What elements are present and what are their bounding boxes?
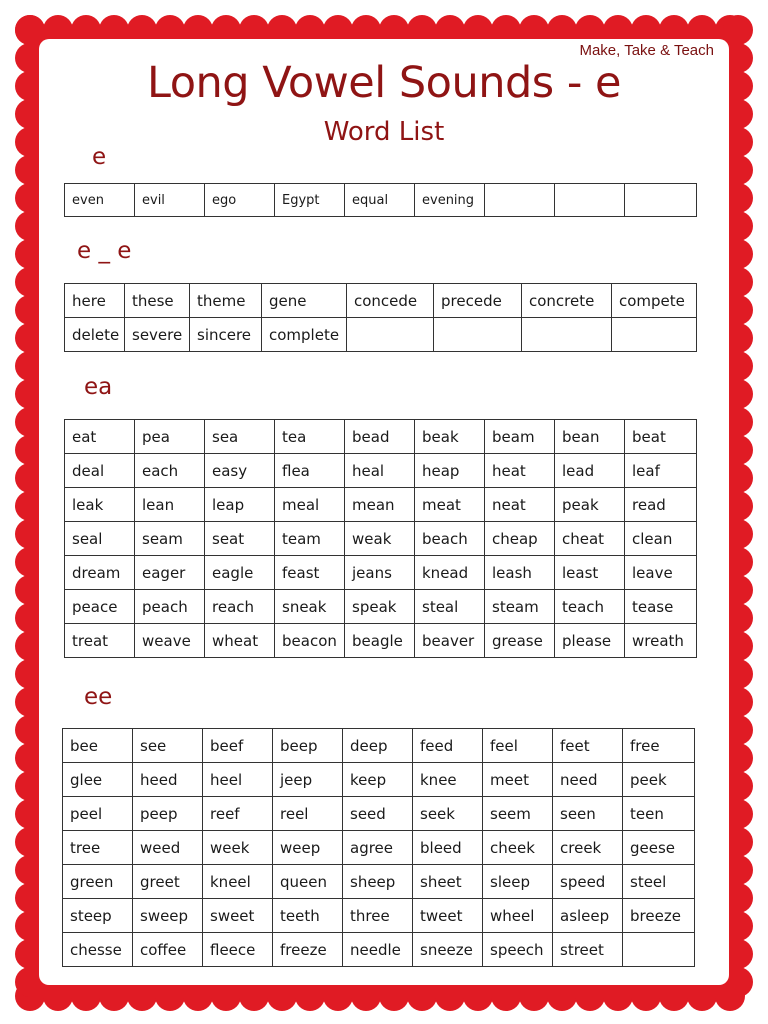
word-cell: eagle xyxy=(205,556,275,590)
word-cell: tea xyxy=(275,420,345,454)
word-cell: leap xyxy=(205,488,275,522)
word-cell: week xyxy=(203,831,273,865)
table-row xyxy=(63,865,695,899)
word-cell: sincere xyxy=(190,318,262,352)
word-cell: green xyxy=(63,865,133,899)
word-cell: knead xyxy=(415,556,485,590)
word-cell: peek xyxy=(623,763,695,797)
word-cell xyxy=(434,318,522,352)
word-cell: speak xyxy=(345,590,415,624)
word-cell: see xyxy=(133,729,203,763)
word-cell: seal xyxy=(65,522,135,556)
word-cell: three xyxy=(343,899,413,933)
word-cell: jeans xyxy=(345,556,415,590)
word-cell: eat xyxy=(65,420,135,454)
word-cell: freeze xyxy=(273,933,343,967)
word-cell: street xyxy=(553,933,623,967)
word-cell: seat xyxy=(205,522,275,556)
word-cell: steep xyxy=(63,899,133,933)
word-cell: beak xyxy=(415,420,485,454)
word-cell: fleece xyxy=(203,933,273,967)
word-cell: teeth xyxy=(273,899,343,933)
table-row xyxy=(65,624,697,658)
word-cell: steam xyxy=(485,590,555,624)
section-label-e-blank-e: e _ e xyxy=(77,238,132,264)
table-row xyxy=(65,318,697,352)
word-cell: severe xyxy=(125,318,190,352)
word-cell: seam xyxy=(135,522,205,556)
table-row xyxy=(65,488,697,522)
word-cell: needle xyxy=(343,933,413,967)
word-table-e-blank-e xyxy=(64,283,697,352)
word-cell: free xyxy=(623,729,695,763)
table-row xyxy=(63,729,695,763)
word-cell: wheat xyxy=(205,624,275,658)
word-cell: heed xyxy=(133,763,203,797)
word-cell: lead xyxy=(555,454,625,488)
word-cell: treat xyxy=(65,624,135,658)
word-cell: deep xyxy=(343,729,413,763)
word-cell: bee xyxy=(63,729,133,763)
word-cell: steel xyxy=(623,865,695,899)
word-cell: please xyxy=(555,624,625,658)
word-cell: team xyxy=(275,522,345,556)
word-cell: sleep xyxy=(483,865,553,899)
table-row xyxy=(65,522,697,556)
word-cell: sneeze xyxy=(413,933,483,967)
word-cell: weed xyxy=(133,831,203,865)
word-cell: wheel xyxy=(483,899,553,933)
section-label-ee: ee xyxy=(84,684,113,710)
word-cell: leave xyxy=(625,556,697,590)
word-cell: asleep xyxy=(553,899,623,933)
word-cell: chesse xyxy=(63,933,133,967)
word-cell: theme xyxy=(190,284,262,318)
word-cell: seed xyxy=(343,797,413,831)
word-cell: precede xyxy=(434,284,522,318)
word-cell: tease xyxy=(625,590,697,624)
word-cell: creek xyxy=(553,831,623,865)
word-cell: tree xyxy=(63,831,133,865)
word-cell: deal xyxy=(65,454,135,488)
word-cell: Egypt xyxy=(275,184,345,217)
word-cell: coffee xyxy=(133,933,203,967)
word-cell xyxy=(485,184,555,217)
word-cell: feed xyxy=(413,729,483,763)
word-cell: lean xyxy=(135,488,205,522)
word-cell: reef xyxy=(203,797,273,831)
word-cell: here xyxy=(65,284,125,318)
word-cell xyxy=(522,318,612,352)
word-cell xyxy=(623,933,695,967)
word-cell: wreath xyxy=(625,624,697,658)
word-cell: need xyxy=(553,763,623,797)
word-cell: easy xyxy=(205,454,275,488)
word-cell: concede xyxy=(347,284,434,318)
word-cell: teach xyxy=(555,590,625,624)
word-cell: peak xyxy=(555,488,625,522)
word-cell: heal xyxy=(345,454,415,488)
word-cell: ego xyxy=(205,184,275,217)
section-label-ea: ea xyxy=(84,374,113,400)
word-cell xyxy=(625,184,697,217)
word-cell: weave xyxy=(135,624,205,658)
word-cell: peep xyxy=(133,797,203,831)
word-cell: kneel xyxy=(203,865,273,899)
table-row xyxy=(63,933,695,967)
word-cell: these xyxy=(125,284,190,318)
word-cell: glee xyxy=(63,763,133,797)
word-cell: cheap xyxy=(485,522,555,556)
word-cell: even xyxy=(65,184,135,217)
word-cell: bean xyxy=(555,420,625,454)
word-cell: heel xyxy=(203,763,273,797)
table-row xyxy=(65,556,697,590)
word-cell: beagle xyxy=(345,624,415,658)
table-row xyxy=(65,184,697,217)
word-cell: weep xyxy=(273,831,343,865)
word-cell: eager xyxy=(135,556,205,590)
word-cell: beef xyxy=(203,729,273,763)
word-cell: speech xyxy=(483,933,553,967)
word-cell: speed xyxy=(553,865,623,899)
table-row xyxy=(63,831,695,865)
word-cell: grease xyxy=(485,624,555,658)
word-cell: beep xyxy=(273,729,343,763)
word-cell: pea xyxy=(135,420,205,454)
word-cell: breeze xyxy=(623,899,695,933)
word-cell xyxy=(612,318,697,352)
word-cell: weak xyxy=(345,522,415,556)
table-row xyxy=(65,284,697,318)
word-cell: feast xyxy=(275,556,345,590)
word-cell: queen xyxy=(273,865,343,899)
word-cell: agree xyxy=(343,831,413,865)
section-label-e: e xyxy=(92,144,107,170)
table-row xyxy=(65,454,697,488)
word-cell: peace xyxy=(65,590,135,624)
word-cell: compete xyxy=(612,284,697,318)
word-cell: knee xyxy=(413,763,483,797)
word-cell: feet xyxy=(553,729,623,763)
word-cell: steal xyxy=(415,590,485,624)
word-cell: heat xyxy=(485,454,555,488)
page-subtitle: Word List xyxy=(323,117,445,147)
word-cell: meal xyxy=(275,488,345,522)
table-row xyxy=(63,797,695,831)
word-cell: beach xyxy=(415,522,485,556)
word-cell: beacon xyxy=(275,624,345,658)
word-cell: cheek xyxy=(483,831,553,865)
word-cell: reach xyxy=(205,590,275,624)
word-cell: sweep xyxy=(133,899,203,933)
word-cell: equal xyxy=(345,184,415,217)
word-cell: bead xyxy=(345,420,415,454)
word-cell: peel xyxy=(63,797,133,831)
word-cell: complete xyxy=(262,318,347,352)
word-cell: seem xyxy=(483,797,553,831)
word-cell: bleed xyxy=(413,831,483,865)
word-cell: clean xyxy=(625,522,697,556)
word-cell: greet xyxy=(133,865,203,899)
word-cell: gene xyxy=(262,284,347,318)
word-cell: sweet xyxy=(203,899,273,933)
word-table-ee xyxy=(62,728,695,967)
word-cell xyxy=(555,184,625,217)
word-cell: sneak xyxy=(275,590,345,624)
word-cell: seek xyxy=(413,797,483,831)
credit-text: Make, Take & Teach xyxy=(579,42,714,59)
word-cell: dream xyxy=(65,556,135,590)
word-cell: peach xyxy=(135,590,205,624)
word-cell: each xyxy=(135,454,205,488)
word-cell xyxy=(347,318,434,352)
word-cell: leash xyxy=(485,556,555,590)
word-cell: beaver xyxy=(415,624,485,658)
word-cell: beam xyxy=(485,420,555,454)
word-cell: leak xyxy=(65,488,135,522)
word-cell: neat xyxy=(485,488,555,522)
word-cell: evil xyxy=(135,184,205,217)
word-cell: evening xyxy=(415,184,485,217)
word-cell: keep xyxy=(343,763,413,797)
word-cell: meat xyxy=(415,488,485,522)
word-cell: tweet xyxy=(413,899,483,933)
word-cell: read xyxy=(625,488,697,522)
table-row xyxy=(65,590,697,624)
word-cell: seen xyxy=(553,797,623,831)
word-cell: concrete xyxy=(522,284,612,318)
word-cell: delete xyxy=(65,318,125,352)
word-cell: reel xyxy=(273,797,343,831)
word-cell: cheat xyxy=(555,522,625,556)
word-cell: beat xyxy=(625,420,697,454)
word-cell: sheet xyxy=(413,865,483,899)
word-cell: mean xyxy=(345,488,415,522)
word-cell: heap xyxy=(415,454,485,488)
word-cell: feel xyxy=(483,729,553,763)
table-row xyxy=(65,420,697,454)
word-table-e xyxy=(64,183,697,217)
table-row xyxy=(63,763,695,797)
word-cell: sea xyxy=(205,420,275,454)
word-cell: teen xyxy=(623,797,695,831)
table-row xyxy=(63,899,695,933)
word-cell: leaf xyxy=(625,454,697,488)
word-cell: sheep xyxy=(343,865,413,899)
word-cell: meet xyxy=(483,763,553,797)
word-cell: geese xyxy=(623,831,695,865)
word-cell: jeep xyxy=(273,763,343,797)
page-title: Long Vowel Sounds - e xyxy=(147,58,621,108)
word-table-ea xyxy=(64,419,697,658)
word-cell: flea xyxy=(275,454,345,488)
word-cell: least xyxy=(555,556,625,590)
